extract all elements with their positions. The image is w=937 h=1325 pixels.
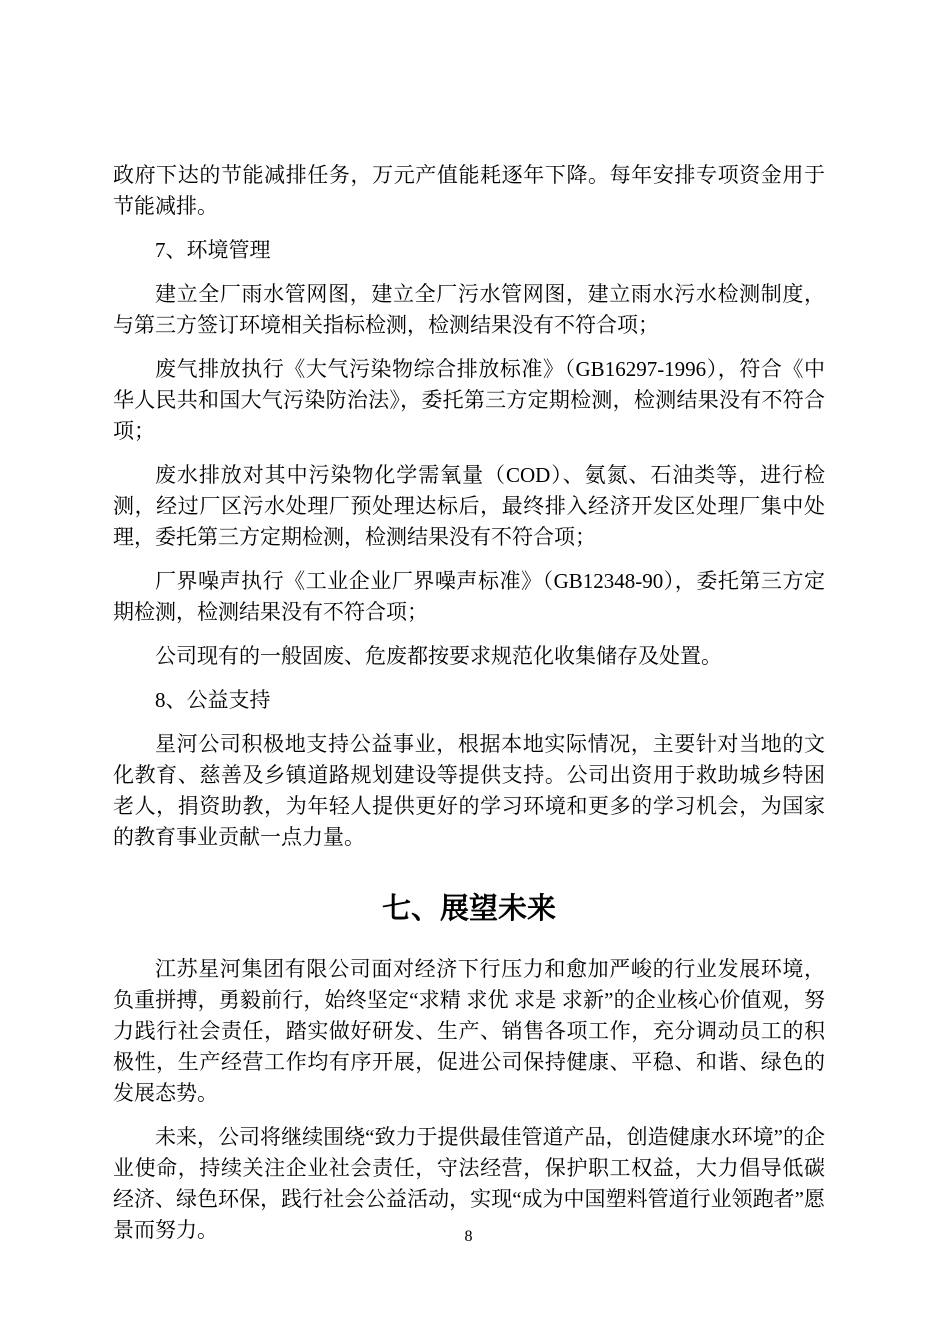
paragraph-env-noise: 厂界噪声执行《工业企业厂界噪声标准》（GB12348-90），委托第三方定期检测，检测结果没有不符合项； bbox=[113, 569, 825, 624]
paragraph-env-solid-waste: 公司现有的一般固废、危废都按要求规范化收集储存及处置。 bbox=[155, 644, 722, 668]
subheading-public-welfare-support: 8、公益支持 bbox=[155, 688, 271, 712]
paragraph-energy-saving-continuation: 政府下达的节能减排任务，万元产值能耗逐年下降。每年安排专项资金用于节能减排。 bbox=[113, 163, 825, 218]
paragraph-public-welfare: 星河公司积极地支持公益事业，根据本地实际情况，主要针对当地的文化教育、慈善及乡镇道路规划建设等提供支持。公司出资用于救助城乡特困老人，捐资助教，为年轻人提供更好的学习环境和更多的学习机会，为国家的教育事业贡献一点力量。 bbox=[113, 732, 825, 849]
page-number: 8 bbox=[464, 1228, 473, 1245]
paragraph-env-pipe-network: 建立全厂雨水管网图，建立全厂污水管网图，建立雨水污水检测制度，与第三方签订环境相关指标检测，检测结果没有不符合项； bbox=[113, 282, 825, 337]
paragraph-env-wastewater: 废水排放对其中污染物化学需氧量（COD）、氨氮、石油类等，进行检测，经过厂区污水处理厂预处理达标后，最终排入经济开发区处理厂集中处理，委托第三方定期检测，检测结果没有不符合项； bbox=[113, 463, 825, 549]
paragraph-future-outlook-2: 未来，公司将继续围绕“致力于提供最佳管道产品，创造健康水环境”的企业使命，持续关注企业社会责任，守法经营，保护职工权益，大力倡导低碳经济、绿色环保，践行社会公益活动，实现“成为中国塑料管道行业领跑者”愿景而努力。 bbox=[113, 1125, 825, 1242]
section-heading-future-outlook: 七、展望未来 bbox=[381, 893, 556, 925]
paragraph-future-outlook-1: 江苏星河集团有限公司面对经济下行压力和愈加严峻的行业发展环境，负重拼搏，勇毅前行，始终坚定“求精 求优 求是 求新”的企业核心价值观，努力践行社会责任，踏实做好研发、生产、销售各项工作，充分调动员工的积极性，生产经营工作均有序开展，促进公司保持健康、平稳、和谐、绿色的发展态势。 bbox=[113, 957, 825, 1105]
paragraph-env-air-emission: 废气排放执行《大气污染物综合排放标准》（GB16297-1996），符合《中华人民共和国大气污染防治法》，委托第三方定期检测，检测结果没有不符合项； bbox=[113, 357, 825, 443]
document-content bbox=[113, 160, 825, 1259]
subheading-environment-management: 7、环境管理 bbox=[155, 238, 271, 262]
